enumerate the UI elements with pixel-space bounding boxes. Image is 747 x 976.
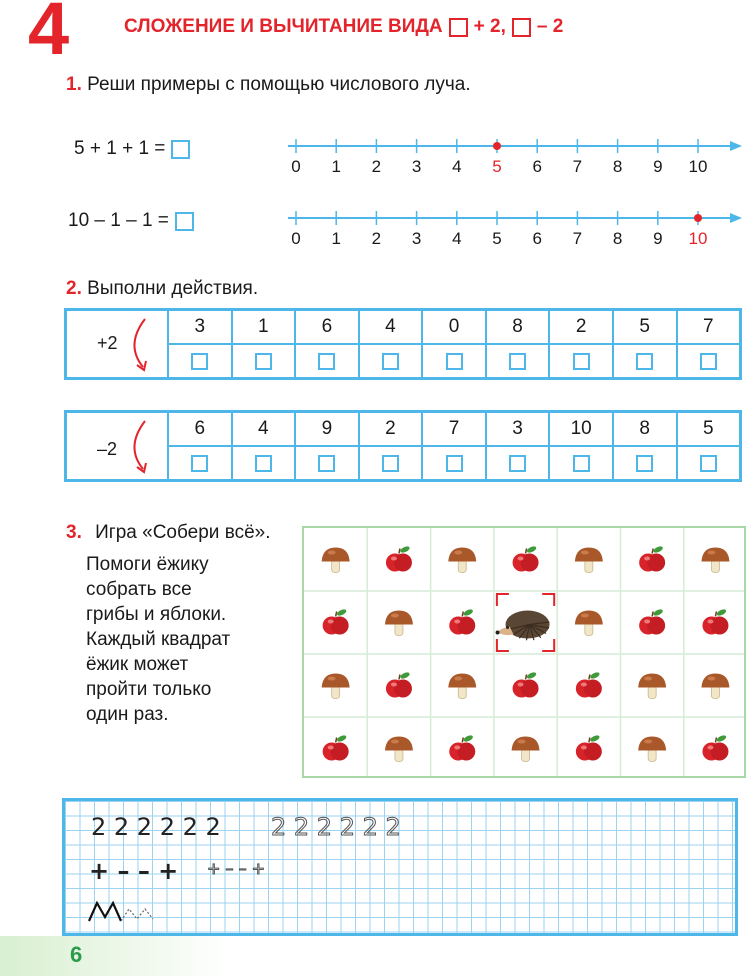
table-column [169,413,231,479]
task1-heading [66,74,471,96]
apple-icon [639,608,665,634]
arrow-icon [123,315,157,375]
apple-icon [386,671,412,697]
game-board [302,526,746,778]
ray-tick-label: 7 [572,157,583,176]
ray-tick-label: 1 [331,157,341,176]
apple-icon [323,734,349,760]
handwriting-twos-dashed: 2 2 2 2 2 2 [271,813,401,841]
table-value: 0 [423,311,485,345]
mushroom-icon [638,674,666,699]
table-value: 2 [550,311,612,345]
ray-tick-label: 3 [411,157,422,176]
table-value: 6 [296,311,358,345]
table-value: 7 [678,311,740,345]
table-minus-two [64,410,742,482]
ray-tick-label: 1 [331,229,341,248]
ray-point [694,214,702,222]
table-value: 5 [614,311,676,345]
task3-line: Каждый квадрат [86,629,231,650]
mushroom-icon [322,674,350,699]
table1-op-cell [67,311,169,377]
table-column [485,413,549,479]
page-number: 6 [70,942,83,967]
table1-cells [169,311,739,377]
task3-line: пройти только [86,679,212,700]
answer-box[interactable] [573,353,590,370]
ray-tick-label: 0 [291,229,301,248]
answer-box[interactable] [636,353,653,370]
ray-arrow-icon [730,141,742,151]
answer-box[interactable] [382,353,399,370]
table-column [612,311,676,377]
table-answer-cell [678,447,740,479]
apple-icon [449,608,475,634]
task3-number: 3. [66,522,82,543]
hedgehog-icon [496,611,550,641]
apple-icon [576,671,602,697]
task3-line: Помоги ёжику [86,554,209,575]
table-answer-cell [678,345,740,377]
mushroom-icon [575,611,603,636]
table-answer-cell [296,447,358,479]
apple-icon [576,734,602,760]
table-value: 8 [614,413,676,447]
number-ray-1 [280,132,746,178]
mushroom-icon [701,548,729,573]
table-answer-cell [487,447,549,479]
answer-box[interactable] [382,455,399,472]
ray-tick-label: 5 [492,229,502,248]
table-column [169,311,231,377]
expr1-answer-box[interactable] [171,140,190,159]
table-value: 5 [678,413,740,447]
ray-tick-label: 4 [452,229,462,248]
expr1-text: 5 + 1 + 1 = [74,138,166,159]
task3-line: один раз. [86,704,169,725]
task1-expr1 [74,138,190,160]
task1-number: 1. [66,74,82,95]
task3-text: Игра «Собери всё». [95,522,271,543]
table-answer-cell [233,345,295,377]
table-column [485,311,549,377]
table-answer-cell [550,447,612,479]
apple-icon [323,608,349,634]
table2-op-cell [67,413,169,479]
handwriting-twos: 2 2 2 2 2 2 [91,813,221,841]
table-column [548,413,612,479]
handwriting-signs-dashed: + – – + [207,859,266,878]
ray-tick-label: 3 [411,229,422,248]
task2-text: Выполни действия. [87,278,259,299]
selection-corner [497,639,509,651]
apple-icon [513,671,539,697]
task2-number: 2. [66,278,82,299]
apple-icon [513,545,539,571]
title-end: – 2 [536,16,564,37]
ray-tick-label: 8 [612,157,623,176]
expr2-answer-box[interactable] [175,212,194,231]
table-value: 7 [423,413,485,447]
ray-tick-label: 8 [612,229,623,248]
table-value: 4 [360,311,422,345]
selection-corner [542,639,554,651]
apple-icon [702,608,728,634]
arrow-icon [123,417,157,477]
ray-tick-label: 7 [572,229,583,248]
table-value: 4 [233,413,295,447]
table-column [421,311,485,377]
answer-box[interactable] [255,455,272,472]
table-value: 2 [360,413,422,447]
table-answer-cell [360,345,422,377]
table-answer-cell [423,447,485,479]
table-column [421,413,485,479]
table-value: 3 [169,311,231,345]
task3-line: ёжик может [86,654,189,675]
zigzag-pattern [85,897,175,927]
table-column [358,413,422,479]
answer-box[interactable] [700,353,717,370]
ray-tick-label: 10 [688,229,708,248]
table-answer-cell [360,447,422,479]
table-answer-cell [233,447,295,479]
ray-tick-label: 2 [371,229,382,248]
mushroom-icon [385,611,413,636]
table-answer-cell [614,447,676,479]
answer-box[interactable] [318,353,335,370]
apple-icon [386,545,412,571]
answer-box[interactable] [446,455,463,472]
handwriting-signs: + – – + [89,857,179,885]
table-answer-cell [169,447,231,479]
task1-text: Реши примеры с помощью числового луча. [87,74,471,95]
table-column [294,311,358,377]
answer-box[interactable] [573,455,590,472]
answer-box[interactable] [191,455,208,472]
answer-box[interactable] [255,353,272,370]
table-column [294,413,358,479]
table2-op-label: –2 [97,439,118,459]
table-value: 8 [487,311,549,345]
table-value: 10 [550,413,612,447]
task1-expr2 [68,210,194,232]
mushroom-icon [512,737,540,762]
table-answer-cell [487,345,549,377]
ray-tick-label: 6 [532,229,542,248]
ray-point [493,142,501,150]
answer-box[interactable] [318,455,335,472]
table-value: 9 [296,413,358,447]
task2-heading [66,278,258,300]
answer-box[interactable] [446,353,463,370]
table-column [231,413,295,479]
title-box-1 [449,18,468,37]
table-column [358,311,422,377]
ray-tick-label: 6 [532,157,542,176]
title-prefix: СЛОЖЕНИЕ И ВЫЧИТАНИЕ ВИДА [124,16,443,37]
table-column [612,413,676,479]
chapter-number: 4 [28,0,70,70]
table-answer-cell [614,345,676,377]
table2-cells [169,413,739,479]
table1-op-label: +2 [97,333,118,353]
ray-tick-label: 4 [452,157,462,176]
writing-grid [62,798,738,936]
table-value: 1 [233,311,295,345]
answer-box[interactable] [509,353,526,370]
table-answer-cell [296,345,358,377]
number-ray-2 [280,204,746,250]
mushroom-icon [322,548,350,573]
ray-tick-label: 5 [492,157,502,176]
expr2-text: 10 – 1 – 1 = [68,210,169,231]
apple-icon [639,545,665,571]
answer-box[interactable] [191,353,208,370]
table-column [676,413,740,479]
answer-box[interactable] [700,455,717,472]
table-value: 6 [169,413,231,447]
task3-line: грибы и яблоки. [86,604,227,625]
table-column [676,311,740,377]
mushroom-icon [701,674,729,699]
mushroom-icon [448,548,476,573]
ray-tick-label: 0 [291,157,301,176]
selection-corner [542,594,554,606]
apple-icon [449,734,475,760]
chapter-title [124,16,563,38]
mushroom-icon [638,737,666,762]
table-column [548,311,612,377]
mushroom-icon [385,737,413,762]
mushroom-icon [575,548,603,573]
table-plus-two [64,308,742,380]
title-mid: + 2, [473,16,506,37]
selection-corner [497,594,509,606]
ray-tick-label: 10 [688,157,708,176]
answer-box[interactable] [509,455,526,472]
table-answer-cell [550,345,612,377]
title-box-2 [512,18,531,37]
answer-box[interactable] [636,455,653,472]
task3-heading [66,522,270,544]
ray-tick-label: 9 [653,229,663,248]
ray-tick-label: 9 [653,157,663,176]
ray-tick-label: 2 [371,157,382,176]
ray-arrow-icon [730,213,742,223]
table-column [231,311,295,377]
table-answer-cell [169,345,231,377]
task3-description [86,552,230,727]
table-value: 3 [487,413,549,447]
mushroom-icon [448,674,476,699]
task3-line: собрать все [86,579,192,600]
apple-icon [702,734,728,760]
table-answer-cell [423,345,485,377]
footer-bar [0,936,230,976]
